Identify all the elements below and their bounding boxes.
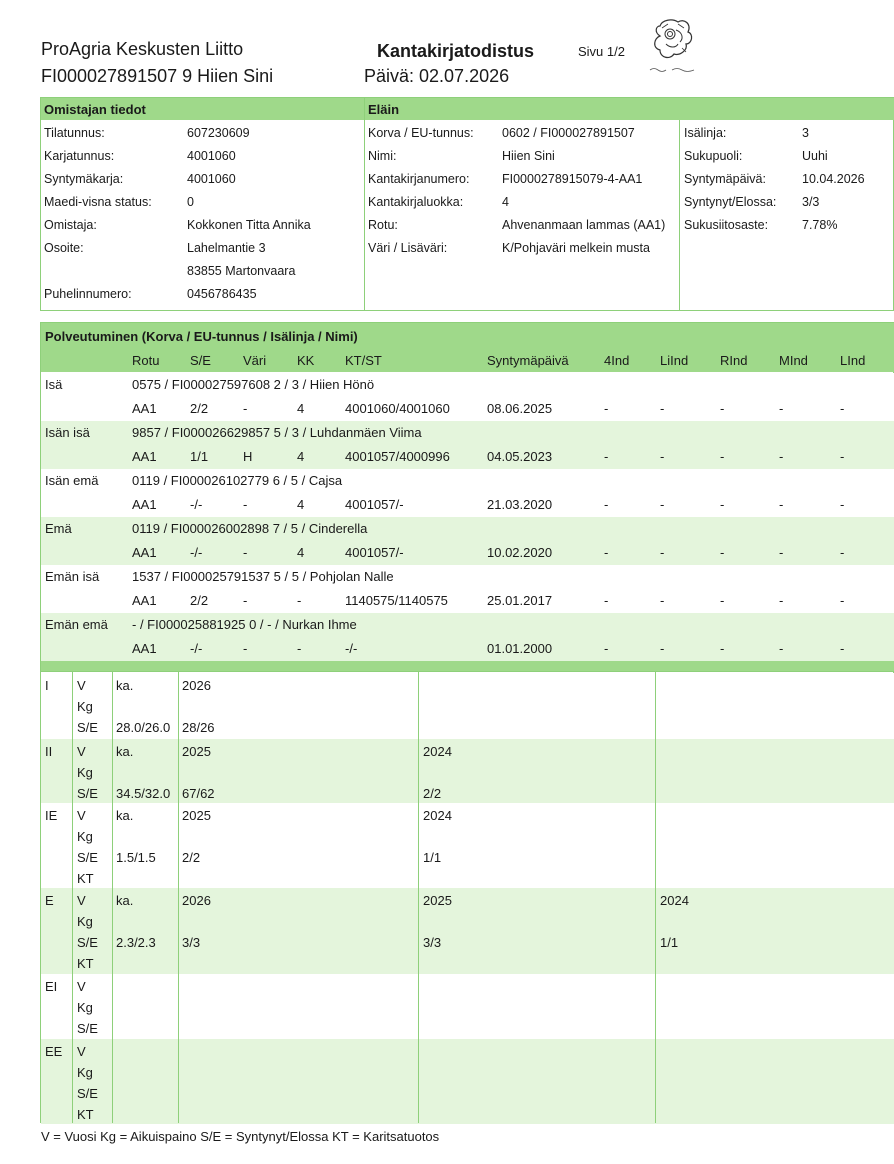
owner-value: 0 [187, 195, 194, 209]
animal-id-line: FI000027891507 9 Hiien Sini [41, 66, 274, 86]
pedigree-ident: 9857 / FI000026629857 5 / 3 / Luhdanmäen Viima [132, 425, 422, 440]
pedigree-cell-li: - [660, 545, 665, 560]
pedigree-cell-birth: 21.03.2020 [487, 497, 553, 512]
animal-value: K/Pohjaväri melkein musta [502, 241, 650, 255]
pedigree-detail-row [41, 589, 894, 613]
year-value: 2025 [182, 744, 211, 759]
pedigree-cell-kk: - [297, 641, 302, 656]
col-header: KK [297, 353, 315, 368]
pedigree-cell-rotu: AA1 [132, 401, 157, 416]
owner-value: Lahelmantie 3 [187, 241, 266, 255]
pedigree-ident-row [41, 373, 894, 397]
se-value: 3/3 [182, 935, 201, 950]
avg-label: ka. [116, 744, 134, 759]
production-grid-line [418, 672, 419, 1123]
pedigree-detail-row [41, 397, 894, 421]
pedigree-cell-vari: - [243, 401, 248, 416]
block-code: II [45, 744, 53, 759]
pedigree-cell-rotu: AA1 [132, 545, 157, 560]
row-label: V [77, 893, 86, 908]
pedigree-cell-kk: 4 [297, 401, 305, 416]
owner-labels [44, 122, 152, 306]
animal-side-values [802, 122, 865, 237]
pedigree-cell-ktst: 4001060/4001060 [345, 401, 450, 416]
row-label: S/E [77, 1021, 98, 1036]
owner-values [187, 122, 311, 306]
col-header: Syntymäpäivä [487, 353, 569, 368]
pedigree-cell-se: 2/2 [190, 401, 209, 416]
owner-label [44, 260, 152, 283]
pedigree-cell-birth: 08.06.2025 [487, 401, 553, 416]
pedigree-cell-ri: - [720, 545, 725, 560]
row-label: Kg [77, 699, 93, 714]
se-value: 1/1 [423, 850, 442, 865]
pedigree-relation: Isän emä [45, 473, 99, 488]
pedigree-cell-se: -/- [190, 641, 203, 656]
owner-value: Kokkonen Titta Annika [187, 218, 311, 232]
pedigree-cell-se: 2/2 [190, 593, 209, 608]
owner-label: Syntymäkarja: [44, 172, 124, 186]
year-value: 2024 [423, 808, 452, 823]
col-header: 4Ind [604, 353, 630, 368]
pedigree-ident-row [41, 613, 894, 637]
pedigree-detail-row [41, 445, 894, 469]
owner-section-title: Omistajan tiedot [44, 102, 146, 117]
info-divider-1 [364, 98, 365, 310]
pedigree-cell-l: - [840, 545, 845, 560]
owner-value: 4001060 [187, 149, 236, 163]
col-header: MInd [779, 353, 808, 368]
se-value: 28/26 [182, 720, 215, 735]
pedigree-cell-rotu: AA1 [132, 449, 157, 464]
pedigree-cell-vari: H [243, 449, 253, 464]
page-title: Kantakirjatodistus [377, 41, 535, 61]
year-value: 2025 [182, 808, 211, 823]
owner-label: Maedi-visna status: [44, 195, 152, 209]
row-label: V [77, 1044, 86, 1059]
pedigree-ident: - / FI000025881925 0 / - / Nurkan Ihme [132, 617, 357, 632]
pedigree-cell-ri: - [720, 449, 725, 464]
pedigree-detail-row [41, 493, 894, 517]
row-label: V [77, 979, 86, 994]
col-header: KT/ST [345, 353, 382, 368]
se-value: 2/2 [182, 850, 201, 865]
pedigree-cell-mi: - [779, 593, 784, 608]
row-label: S/E [77, 720, 98, 735]
owner-label: Omistaja: [44, 218, 97, 232]
animal-section-title: Eläin [368, 102, 400, 117]
animal-side-value: 3/3 [802, 195, 820, 209]
row-label: Kg [77, 914, 93, 929]
col-header: LInd [840, 353, 866, 368]
avg-label: ka. [116, 808, 134, 823]
block-code: IE [45, 808, 58, 823]
animal-values [502, 122, 665, 260]
pedigree-ident: 0119 / FI000026102779 6 / 5 / Cajsa [132, 473, 343, 488]
row-label: V [77, 744, 86, 759]
avg-label: ka. [116, 678, 134, 693]
pedigree-cell-l: - [840, 593, 845, 608]
owner-value: 0456786435 [187, 287, 257, 301]
se-value: 2/2 [423, 786, 442, 801]
row-label: Kg [77, 1065, 93, 1080]
animal-side-label: Sukupuoli: [684, 149, 743, 163]
pedigree-ident-row [41, 565, 894, 589]
year-value: 2025 [423, 893, 452, 908]
pedigree-cell-vari: - [243, 497, 248, 512]
animal-label: Rotu: [368, 218, 398, 232]
animal-label: Korva / EU-tunnus: [368, 126, 474, 140]
pedigree-cell-rotu: AA1 [132, 497, 157, 512]
block-code: EE [45, 1044, 63, 1059]
pedigree-cell-kk: 4 [297, 497, 305, 512]
pedigree-cell-vari: - [243, 641, 248, 656]
animal-value: Ahvenanmaan lammas (AA1) [502, 218, 666, 232]
owner-label: Osoite: [44, 241, 84, 255]
sheep-logo [648, 16, 700, 76]
pedigree-cell-i4: - [604, 497, 609, 512]
year-value: 2024 [423, 744, 452, 759]
pedigree-detail-row [41, 637, 894, 661]
col-header: Väri [243, 353, 267, 368]
pedigree-cell-l: - [840, 449, 845, 464]
pedigree-cell-l: - [840, 641, 845, 656]
info-header-bar [41, 98, 894, 120]
pedigree-cell-kk: 4 [297, 449, 305, 464]
year-value: 2026 [182, 893, 211, 908]
owner-label: Puhelinnumero: [44, 287, 132, 301]
pedigree-cell-i4: - [604, 593, 609, 608]
pedigree-cell-rotu: AA1 [132, 593, 157, 608]
pedigree-cell-li: - [660, 497, 665, 512]
animal-label: Väri / Lisäväri: [368, 241, 448, 255]
document-date: Päivä: 02.07.2026 [364, 66, 510, 86]
production-grid-line [655, 672, 656, 1123]
pedigree-ident-row [41, 469, 894, 493]
pedigree-cell-vari: - [243, 545, 248, 560]
animal-side-labels [684, 122, 776, 237]
pedigree-detail-row [41, 541, 894, 565]
pedigree-cell-birth: 04.05.2023 [487, 449, 553, 464]
animal-side-value: Uuhi [802, 149, 828, 163]
pedigree-relation: Emän isä [45, 569, 100, 584]
production-grid-line [112, 672, 113, 1123]
production-block [41, 888, 894, 974]
row-label: S/E [77, 786, 98, 801]
pedigree-cell-mi: - [779, 497, 784, 512]
row-label: Kg [77, 1000, 93, 1015]
owner-label: Karjatunnus: [44, 149, 115, 163]
pedigree-cell-ri: - [720, 497, 725, 512]
row-label: V [77, 678, 86, 693]
pedigree-cell-li: - [660, 641, 665, 656]
pedigree-section-title: Polveutuminen (Korva / EU-tunnus / Isälinja / Nimi) [45, 329, 358, 344]
row-label: S/E [77, 850, 98, 865]
pedigree-cell-ktst: 4001057/- [345, 497, 404, 512]
avg-label: ka. [116, 893, 134, 908]
pedigree-cell-mi: - [779, 545, 784, 560]
pedigree-footer-bar [41, 661, 894, 671]
pedigree-ident: 0119 / FI000026002898 7 / 5 / Cinderella [132, 521, 368, 536]
owner-value: 607230609 [187, 126, 250, 140]
owner-label: Tilatunnus: [44, 126, 105, 140]
row-label: KT [77, 956, 94, 971]
col-header: LiInd [660, 353, 689, 368]
pedigree-relation: Isä [45, 377, 63, 392]
avg-value: 34.5/32.0 [116, 786, 171, 801]
animal-side-value: 10.04.2026 [802, 172, 865, 186]
pedigree-cell-li: - [660, 593, 665, 608]
year-value: 2026 [182, 678, 211, 693]
pedigree-cell-l: - [840, 401, 845, 416]
page-number: Sivu 1/2 [578, 44, 625, 59]
production-grid-line [72, 672, 73, 1123]
pedigree-relation: Emän emä [45, 617, 108, 632]
se-value: 67/62 [182, 786, 215, 801]
pedigree-relation: Isän isä [45, 425, 90, 440]
pedigree-ident: 0575 / FI000027597608 2 / 3 / Hiien Hönö [132, 377, 375, 392]
pedigree-cell-i4: - [604, 641, 609, 656]
animal-value: FI0000278915079-4-AA1 [502, 172, 643, 186]
pedigree-cell-ktst: 1140575/1140575 [345, 593, 448, 608]
animal-side-value: 3 [802, 126, 809, 140]
pedigree-cell-se: -/- [190, 545, 203, 560]
row-label: Kg [77, 765, 93, 780]
animal-value: 4 [502, 195, 509, 209]
se-value: 1/1 [660, 935, 679, 950]
production-block [41, 803, 894, 888]
pedigree-ident-row [41, 517, 894, 541]
avg-value: 1.5/1.5 [116, 850, 156, 865]
production-grid-line [178, 672, 179, 1123]
pedigree-column-headers [41, 349, 894, 373]
pedigree-cell-mi: - [779, 401, 784, 416]
pedigree-cell-vari: - [243, 593, 248, 608]
block-code: EI [45, 979, 58, 994]
pedigree-ident-row [41, 421, 894, 445]
legend-text: V = Vuosi Kg = Aikuispaino S/E = Syntynyt/Elossa KT = Karitsatuotos [41, 1129, 440, 1144]
pedigree-cell-l: - [840, 497, 845, 512]
block-code: E [45, 893, 54, 908]
col-header: RInd [720, 353, 748, 368]
row-label: KT [77, 1107, 94, 1122]
pedigree-cell-se: 1/1 [190, 449, 209, 464]
info-divider-2 [679, 120, 680, 310]
row-label: S/E [77, 1086, 98, 1101]
pedigree-cell-ri: - [720, 593, 725, 608]
pedigree-cell-ktst: 4001057/4000996 [345, 449, 450, 464]
animal-labels [368, 122, 474, 260]
year-value: 2024 [660, 893, 689, 908]
row-label: KT [77, 871, 94, 886]
avg-value: 28.0/26.0 [116, 720, 171, 735]
owner-value: 4001060 [187, 172, 236, 186]
pedigree-cell-rotu: AA1 [132, 641, 157, 656]
pedigree-cell-kk: - [297, 593, 302, 608]
animal-side-label: Syntymäpäivä: [684, 172, 766, 186]
pedigree-cell-birth: 25.01.2017 [487, 593, 553, 608]
owner-value: 83855 Martonvaara [187, 264, 296, 278]
se-value: 3/3 [423, 935, 442, 950]
animal-value: 0602 / FI000027891507 [502, 126, 635, 140]
animal-label: Nimi: [368, 149, 397, 163]
animal-side-value: 7.78% [802, 218, 838, 232]
pedigree-cell-se: -/- [190, 497, 203, 512]
row-label: S/E [77, 935, 98, 950]
production-block [41, 974, 894, 1039]
pedigree-cell-i4: - [604, 449, 609, 464]
pedigree-cell-ri: - [720, 641, 725, 656]
pedigree-cell-ri: - [720, 401, 725, 416]
pedigree-cell-mi: - [779, 449, 784, 464]
col-header: S/E [190, 353, 211, 368]
pedigree-cell-kk: 4 [297, 545, 305, 560]
pedigree-cell-ktst: -/- [345, 641, 358, 656]
pedigree-relation: Emä [45, 521, 72, 536]
avg-value: 2.3/2.3 [116, 935, 156, 950]
pedigree-cell-i4: - [604, 401, 609, 416]
animal-label: Kantakirjaluokka: [368, 195, 464, 209]
row-label: Kg [77, 829, 93, 844]
pedigree-cell-mi: - [779, 641, 784, 656]
animal-value: Hiien Sini [502, 149, 555, 163]
pedigree-cell-li: - [660, 449, 665, 464]
block-code: I [45, 678, 49, 693]
animal-side-label: Isälinja: [684, 126, 727, 140]
animal-side-label: Sukusiitosaste: [684, 218, 769, 232]
organization-name: ProAgria Keskusten Liitto [41, 39, 244, 59]
pedigree-cell-birth: 01.01.2000 [487, 641, 553, 656]
production-block [41, 1039, 894, 1124]
animal-label: Kantakirjanumero: [368, 172, 470, 186]
pedigree-ident: 1537 / FI000025791537 5 / 5 / Pohjolan Nalle [132, 569, 394, 584]
animal-side-label: Syntynyt/Elossa: [684, 195, 777, 209]
pedigree-cell-li: - [660, 401, 665, 416]
pedigree-cell-i4: - [604, 545, 609, 560]
pedigree-cell-birth: 10.02.2020 [487, 545, 553, 560]
col-header: Rotu [132, 353, 160, 368]
row-label: V [77, 808, 86, 823]
pedigree-cell-ktst: 4001057/- [345, 545, 404, 560]
